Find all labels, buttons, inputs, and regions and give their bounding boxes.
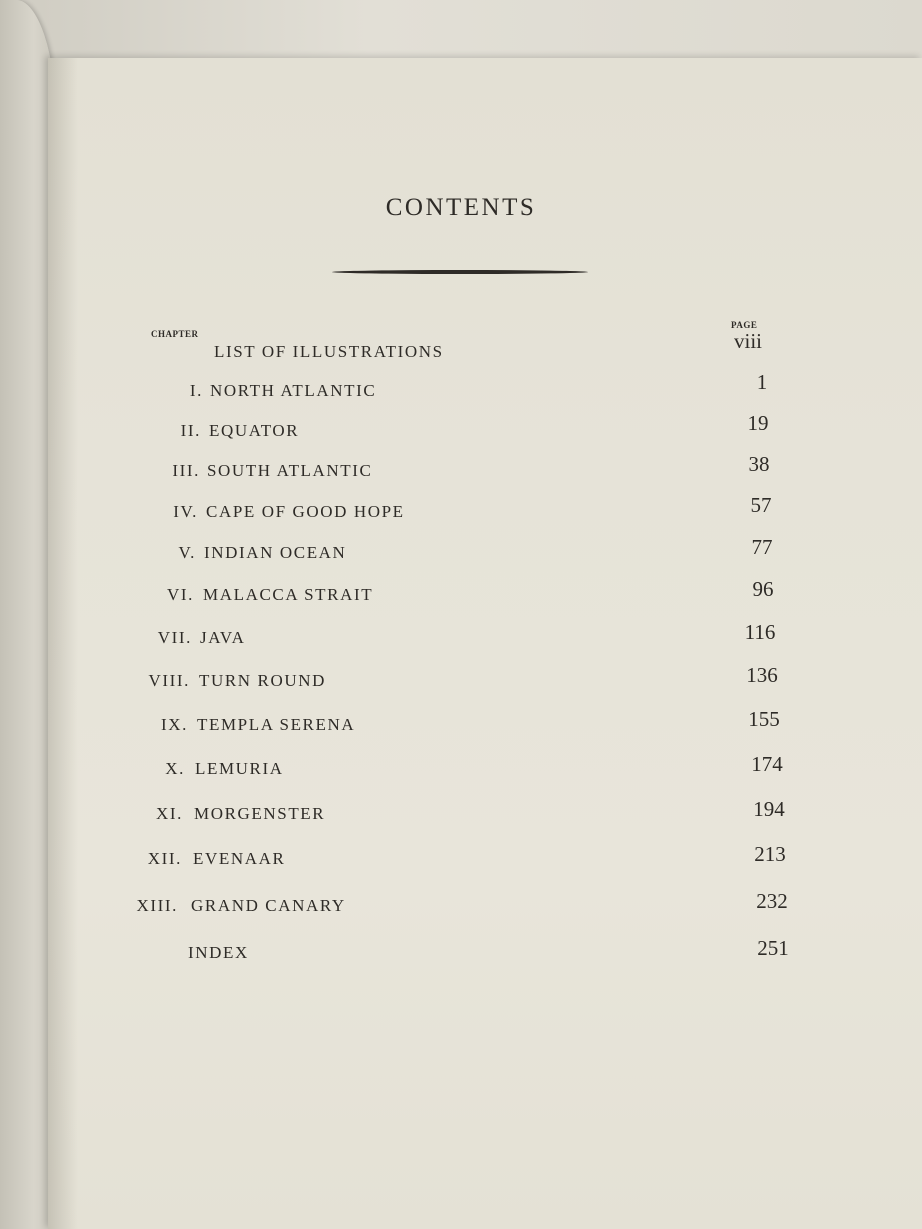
toc-entry-title: CAPE OF GOOD HOPE — [206, 502, 405, 521]
toc-entry-page: 232 — [756, 889, 788, 913]
toc-entry-page: 96 — [752, 577, 774, 601]
toc-entry-number: XIII. — [136, 896, 178, 915]
toc-entry-number: II. — [180, 421, 201, 440]
toc-entry-title: SOUTH ATLANTIC — [207, 461, 373, 480]
toc-entry-title: GRAND CANARY — [191, 896, 346, 915]
toc-entry-title: MORGENSTER — [194, 804, 326, 823]
toc-entry-page: 194 — [753, 797, 785, 821]
page-title: CONTENTS — [385, 194, 537, 221]
toc-entry-number: VIII. — [148, 671, 190, 690]
toc-entry-number: V. — [178, 543, 196, 562]
toc-entry-title: TEMPLA SERENA — [197, 715, 356, 734]
toc-entry-page: 1 — [756, 370, 768, 394]
toc-entry-title: INDIAN OCEAN — [204, 543, 347, 562]
toc-entry-number: III. — [172, 461, 200, 480]
toc-entry-page: 174 — [751, 752, 783, 776]
toc-entry-number: XI. — [156, 804, 183, 823]
toc-entry-page: 57 — [750, 493, 772, 517]
toc-entry-title: EQUATOR — [209, 421, 300, 440]
toc-entry-page: 38 — [748, 452, 770, 476]
toc-entry-number: VII. — [157, 628, 192, 647]
toc-entry-number: VI. — [167, 585, 194, 604]
toc-entry-title: TURN ROUND — [199, 671, 326, 690]
toc-entry-page: 155 — [748, 707, 780, 731]
toc-entry-title: EVENAAR — [193, 849, 286, 868]
toc-entry-title: MALACCA STRAIT — [203, 585, 374, 604]
toc-entry-number: XII. — [147, 849, 182, 868]
toc-entry-page: 116 — [744, 620, 776, 644]
toc-entry-page: 136 — [746, 663, 778, 687]
toc-entry-title: JAVA — [200, 628, 246, 647]
toc-entry-number: IV. — [173, 502, 198, 521]
toc-entry-title: LIST OF ILLUSTRATIONS — [214, 342, 444, 361]
page-column-label: PAGE — [731, 320, 758, 330]
toc-entry-page: 77 — [751, 535, 773, 559]
toc-entry-page: viii — [733, 329, 763, 353]
gutter-shadow — [48, 58, 78, 1229]
toc-entry-page: 19 — [747, 411, 769, 435]
chapter-column-label: CHAPTER — [151, 329, 199, 339]
title-rule — [332, 270, 588, 274]
toc-entry-page: 251 — [757, 936, 789, 960]
toc-entry-page: 213 — [754, 842, 786, 866]
toc-entry-title: NORTH ATLANTIC — [210, 381, 377, 400]
toc-entry-number: X. — [165, 759, 185, 778]
toc-entry-title: LEMURIA — [195, 759, 284, 778]
toc-entry-number: IX. — [161, 715, 188, 734]
toc-entry-title: INDEX — [188, 943, 249, 962]
toc-entry-number: I. — [189, 381, 203, 400]
